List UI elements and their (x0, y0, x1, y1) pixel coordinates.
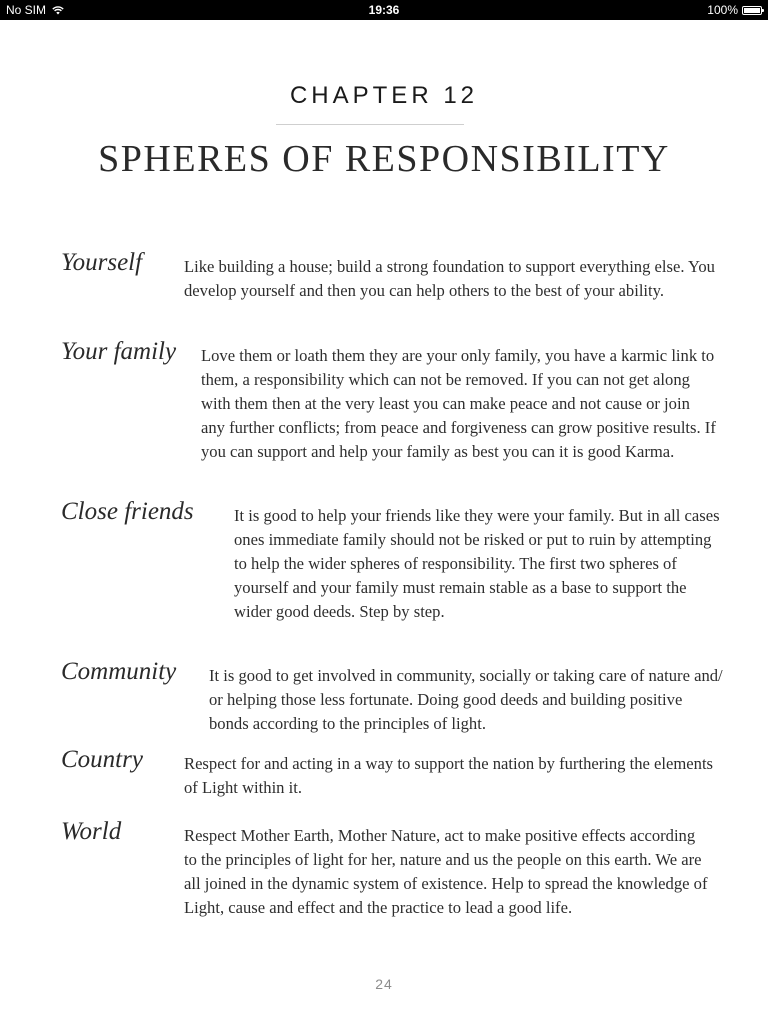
status-time: 19:36 (368, 3, 400, 17)
sphere-description: It is good to get involved in community, socially or taking care of nature and/ or helping those less fortunate. Doing good deeds and building positive bonds according to the principles of light. (209, 666, 723, 733)
carrier-label: No SIM (6, 3, 47, 17)
sphere-description: Like building a house; build a strong foundation to support everything else. You develop yourself and then you can help others to the best of your ability. (184, 257, 715, 300)
battery-percent: 100% (707, 3, 738, 17)
sphere-term: Yourself (61, 249, 143, 276)
sphere-description: It is good to help your friends like they were your family. But in all cases ones immediate family should not be risked or put to ruin by attempting to help the wider spheres of responsibility. The first two spheres of yourself and your family must remain stable as a base to support the wider good deeds. Step by step. (234, 506, 720, 621)
chapter-label: CHAPTER 12 (289, 82, 479, 109)
sphere-term: World (61, 818, 122, 845)
sphere-description: Respect for and acting in a way to support the nation by furthering the elements of Light within it. (184, 754, 714, 797)
status-bar (0, 0, 768, 20)
sphere-term: Your family (61, 338, 177, 365)
sphere-description: Respect Mother Earth, Mother Nature, act to make positive effects according to the principles of light for her, nature and us the people on this earth. We are all joined in the dynamic system of existence. Help to spread the knowledge of Light, cause and effect and the practice to lead a good life. (184, 826, 708, 917)
sphere-description: Love them or loath them they are your only family, you have a karmic link to them, a responsibility which can not be removed. If you can not get along with them then at the very least you can make peace and not cause or join any further conflicts; from peace and forgiveness can grow positive results. If you can support and help your family as best you can it is good Karma. (201, 346, 716, 461)
battery-fill (744, 8, 760, 13)
page-number: 24 (375, 976, 393, 992)
sphere-term: Close friends (61, 498, 194, 525)
sphere-term: Community (61, 658, 177, 685)
battery-icon (742, 6, 762, 15)
battery-indicator (707, 3, 762, 17)
sphere-term: Country (61, 746, 143, 773)
chapter-title: SPHERES OF RESPONSIBILITY (98, 138, 670, 180)
chapter-divider (276, 124, 464, 125)
